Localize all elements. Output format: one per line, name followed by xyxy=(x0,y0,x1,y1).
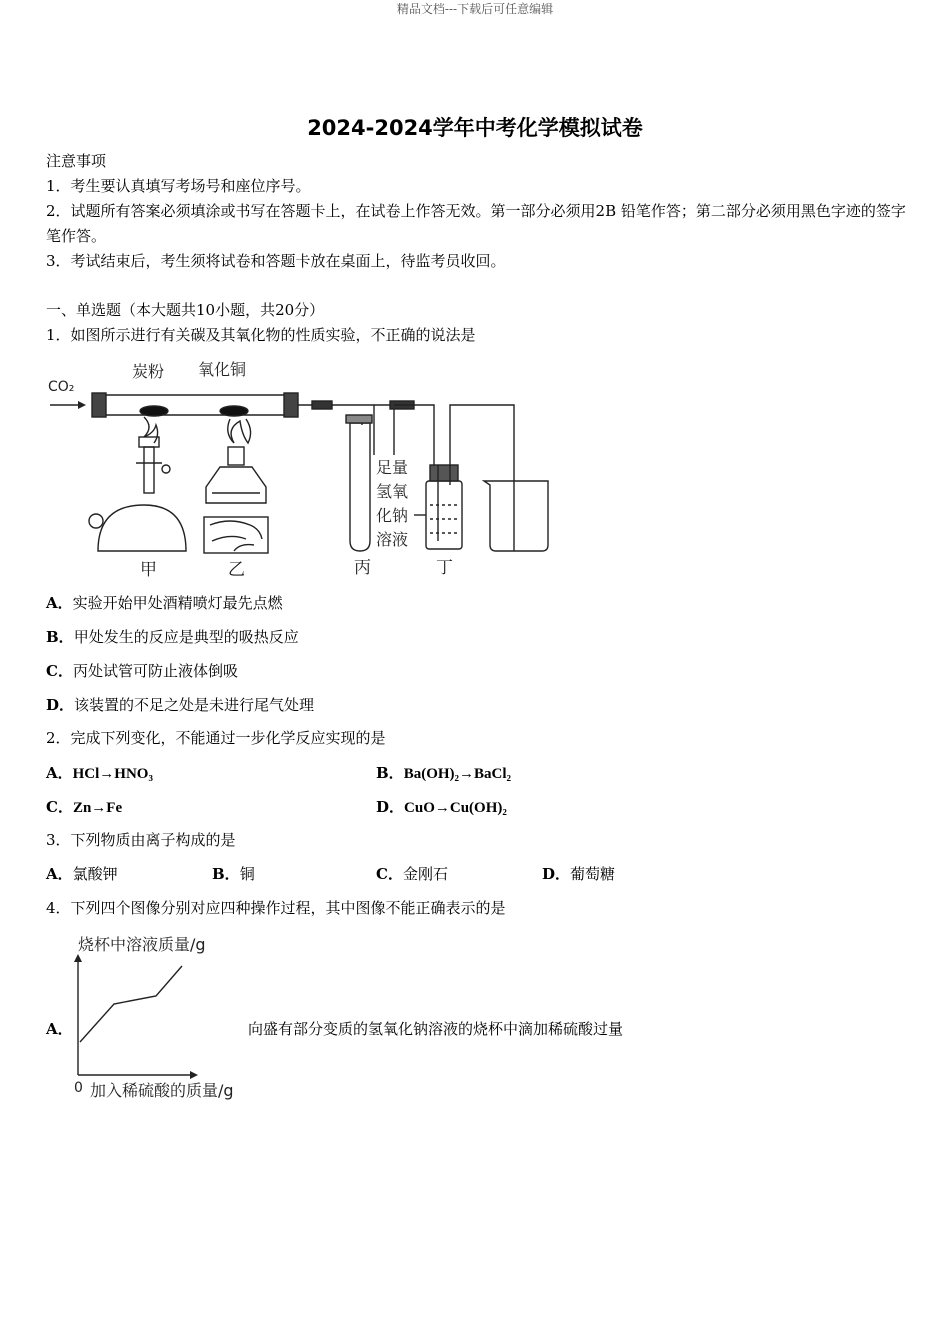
q3-option-c: C．金刚石 xyxy=(376,865,448,883)
q2-option-a: A．HCl→HNO₃ xyxy=(46,764,153,782)
naoh-label-3: 化钠 xyxy=(376,506,409,525)
naoh-label-4: 溶液 xyxy=(376,530,409,549)
q4-graph-a xyxy=(66,930,266,1105)
question-3-stem: 3．下列物质由离子构成的是 xyxy=(46,831,236,849)
co2-label: CO₂ xyxy=(48,379,75,395)
graph-origin: 0 xyxy=(74,1080,83,1096)
graph-y-label: 烧杯中溶液质量/g xyxy=(78,935,206,954)
reaction-tube xyxy=(102,395,288,415)
q1-option-b: B．甲处发生的反应是典型的吸热反应 xyxy=(46,628,299,646)
apparatus-figure xyxy=(44,355,564,585)
graph-x-label: 加入稀硫酸的质量/g xyxy=(90,1081,234,1100)
notice-item-1: 1．考生要认真填写考场号和座位序号。 xyxy=(46,177,311,195)
carbon-label: 炭粉 xyxy=(132,362,165,381)
station-label-jia: 甲 xyxy=(140,560,157,580)
question-1-stem: 1．如图所示进行有关碳及其氧化物的性质实验，不正确的说法是 xyxy=(46,326,476,344)
alcohol-blast-lamp xyxy=(89,417,186,551)
station-label-yi: 乙 xyxy=(228,560,245,580)
beaker xyxy=(484,481,548,551)
stopper-left xyxy=(92,393,106,417)
question-4-stem: 4．下列四个图像分别对应四种操作过程，其中图像不能正确表示的是 xyxy=(46,899,506,917)
q2-option-b: B．Ba(OH)₂→BaCl₂ xyxy=(376,764,512,782)
station-label-bing: 丙 xyxy=(354,558,371,578)
naoh-label-2: 氢氧 xyxy=(376,482,409,501)
gas-washing-bottle xyxy=(426,465,462,549)
stopper-right xyxy=(284,393,298,417)
q1-option-a: A．实验开始甲处酒精喷灯最先点燃 xyxy=(46,594,283,612)
q2-option-c: C．Zn→Fe xyxy=(46,798,123,816)
q2-option-d: D．CuO→Cu(OH)₂ xyxy=(376,798,507,816)
station-label-ding: 丁 xyxy=(436,558,453,578)
question-2-stem: 2．完成下列变化，不能通过一步化学反应实现的是 xyxy=(46,729,386,747)
notice-heading: 注意事项 xyxy=(46,152,107,170)
carbon-powder xyxy=(140,406,168,416)
graph-curve xyxy=(80,966,182,1042)
q3-option-d: D．葡萄糖 xyxy=(542,865,616,883)
cuo-label: 氧化铜 xyxy=(198,360,247,379)
notice-item-2: 2．试题所有答案必须填涂或书写在答题卡上，在试卷上作答无效。第一部分必须用2B 铅笔作答；第二部分必须用黑色字迹的签字笔作答。 xyxy=(46,202,906,245)
alcohol-lamp xyxy=(204,419,268,553)
page-title: 2024-2024学年中考化学模拟试卷 xyxy=(307,116,643,140)
test-tube xyxy=(346,415,372,551)
q3-option-b: B．铜 xyxy=(212,865,255,883)
outlet-tube xyxy=(450,405,514,551)
naoh-label-1: 足量 xyxy=(376,458,409,477)
copper-oxide-powder xyxy=(220,406,248,416)
page-header: 精品文档---下载后可任意编辑 xyxy=(396,2,554,16)
wooden-block xyxy=(204,517,268,553)
q1-option-d: D．该装置的不足之处是未进行尾气处理 xyxy=(46,696,315,714)
q3-option-a: A．氯酸钾 xyxy=(46,865,118,883)
q4-option-a-letter: A． xyxy=(46,1020,73,1038)
notice-item-3: 3．考试结束后，考生须将试卷和答题卡放在桌面上，待监考员收回。 xyxy=(46,252,506,270)
q1-option-c: C．丙处试管可防止液体倒吸 xyxy=(46,662,238,680)
section-heading: 一、单选题（本大题共10小题，共20分） xyxy=(46,301,325,319)
q4-option-a-text: 向盛有部分变质的氢氧化钠溶液的烧杯中滴加稀硫酸过量 xyxy=(248,1020,624,1038)
